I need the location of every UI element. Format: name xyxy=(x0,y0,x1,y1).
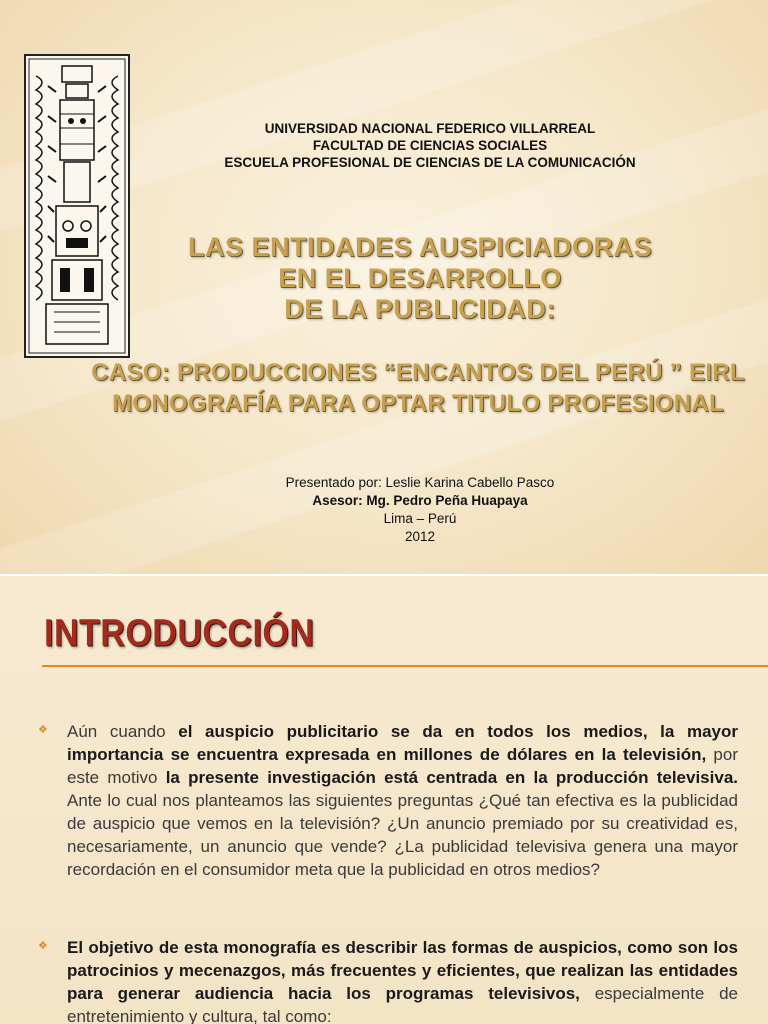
case-subtitle xyxy=(60,357,768,419)
list-item xyxy=(38,936,738,1024)
text-run: por este motivo xyxy=(67,745,739,787)
location: Lima – Perú xyxy=(383,511,457,526)
andean-stele-image xyxy=(24,54,130,358)
introduction-heading: INTRODUCCIÓN xyxy=(44,612,315,655)
paragraph-objective xyxy=(67,936,738,1024)
monograph-line: MONOGRAFÍA PARA OPTAR TITULO PROFESIONAL xyxy=(112,390,724,417)
text-run-bold: el auspicio publicitario se da en todos los medios, la mayor importancia se encuentra expresada en millones de dólares en la televisión, xyxy=(67,722,738,764)
faculty-name: FACULTAD DE CIENCIAS SOCIALES xyxy=(312,138,548,153)
diamond-bullet-icon: ❖ xyxy=(38,940,48,952)
year: 2012 xyxy=(404,529,436,544)
case-line: CASO: PRODUCCIONES “ENCANTOS DEL PERÚ ” EIRL xyxy=(91,359,745,386)
text-run: especialmente de entretenimiento y cultura, tal como: xyxy=(67,984,739,1024)
text-run-bold: la presente investigación está centrada en la producción televisiva. xyxy=(165,768,738,787)
text-run: Ante lo cual nos planteamos las siguientes preguntas ¿Qué tan efectiva es la publicidad de auspicio que vemos en la televisión? ¿Un anuncio premiado por su creatividad es, necesariamente, un anuncio que vende? ¿La publicidad televisiva genera una mayor recordación en el consumidor meta que la publicidad en otros medios? xyxy=(67,791,738,879)
paragraph-intro xyxy=(67,720,738,881)
list-item xyxy=(38,720,738,881)
title-line: DE LA PUBLICIDAD: xyxy=(284,294,556,324)
credits-block xyxy=(150,474,690,546)
university-header xyxy=(150,120,710,171)
university-name: UNIVERSIDAD NACIONAL FEDERICO VILLARREAL xyxy=(264,121,596,136)
title-line: LAS ENTIDADES AUSPICIADORAS xyxy=(187,232,653,262)
text-run: Aún cuando xyxy=(67,722,179,741)
heading-rule xyxy=(42,665,768,667)
presented-by: Presentado por: Leslie Karina Cabello Pasco xyxy=(285,475,555,490)
title-line: EN EL DESARROLLO xyxy=(278,263,562,293)
school-name: ESCUELA PROFESIONAL DE CIENCIAS DE LA COMUNICACIÓN xyxy=(224,155,636,170)
andean-stele-icon xyxy=(26,56,128,356)
diamond-bullet-icon: ❖ xyxy=(38,724,48,736)
introduction-slide xyxy=(0,576,768,1024)
slide-title xyxy=(140,232,700,325)
advisor: Asesor: Mg. Pedro Peña Huapaya xyxy=(312,493,528,508)
text-run-bold: El objetivo de esta monografía es describir las formas de auspicios, como son los patrocinios y mecenazgos, más frecuentes y eficientes, que realizan las entidades para generar audiencia hacia los programas televisivos, xyxy=(67,938,738,1003)
